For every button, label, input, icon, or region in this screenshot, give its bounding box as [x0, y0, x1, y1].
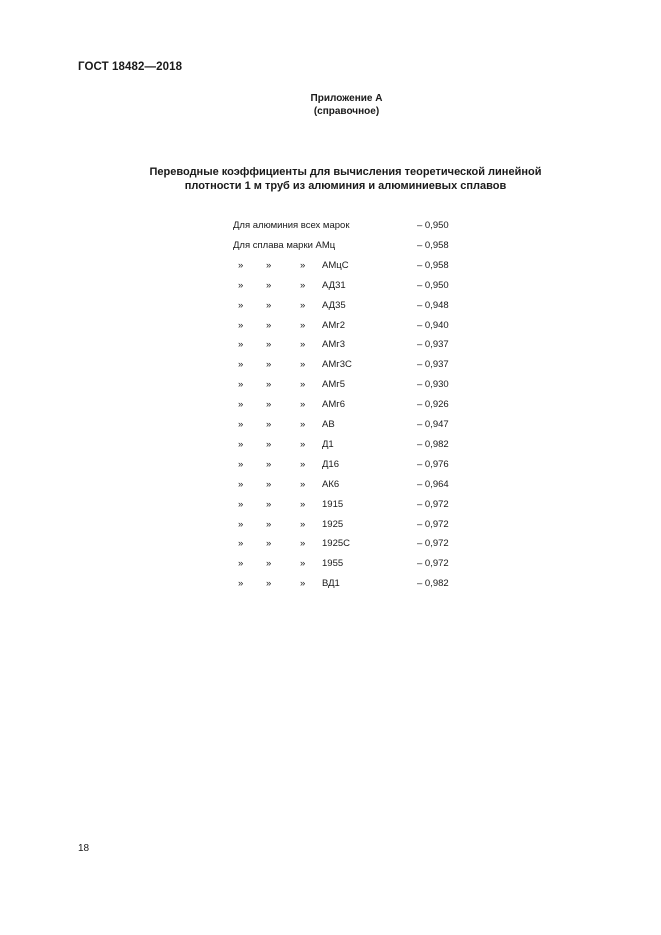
coefficient-value: – 0,948 — [417, 299, 449, 311]
alloy-grade: АМг3 — [322, 339, 345, 351]
coefficient-value: – 0,982 — [417, 578, 449, 590]
ditto-mark: » — [238, 379, 244, 391]
coefficient-value: – 0,972 — [417, 558, 449, 570]
ditto-mark: » — [238, 438, 244, 450]
table-row — [0, 260, 661, 276]
section-title — [120, 166, 571, 193]
ditto-mark: » — [266, 319, 272, 331]
ditto-mark: » — [266, 399, 272, 411]
page-number: 18 — [78, 843, 90, 854]
table-row — [0, 439, 661, 455]
ditto-mark: » — [266, 379, 272, 391]
table-row — [0, 320, 661, 336]
ditto-mark: » — [300, 538, 306, 550]
alloy-grade: АД31 — [322, 279, 346, 291]
ditto-mark: » — [238, 259, 244, 271]
table-row — [0, 220, 661, 236]
alloy-grade: АМцС — [322, 259, 349, 271]
ditto-mark: » — [266, 498, 272, 510]
ditto-mark: » — [238, 399, 244, 411]
coefficient-value: – 0,972 — [417, 518, 449, 530]
coefficient-value: – 0,926 — [417, 399, 449, 411]
alloy-grade: 1955 — [322, 558, 344, 570]
ditto-mark: » — [266, 259, 272, 271]
ditto-mark: » — [300, 478, 306, 490]
alloy-grade: 1925 — [322, 518, 344, 530]
coefficient-value: – 0,958 — [417, 239, 449, 251]
ditto-mark: » — [238, 558, 244, 570]
alloy-grade: Д16 — [322, 458, 340, 470]
ditto-mark: » — [300, 578, 306, 590]
ditto-mark: » — [300, 438, 306, 450]
ditto-mark: » — [238, 538, 244, 550]
coefficient-value: – 0,982 — [417, 438, 449, 450]
ditto-mark: » — [238, 458, 244, 470]
ditto-mark: » — [238, 498, 244, 510]
section-title-line-2: плотности 1 м труб из алюминия и алюминиевых сплавов — [184, 179, 507, 192]
coefficient-value: – 0,947 — [417, 419, 449, 430]
table-row — [0, 300, 661, 316]
coefficient-value: – 0,937 — [417, 339, 449, 351]
material-label: Для сплава марки АМц — [233, 239, 336, 251]
ditto-mark: » — [266, 419, 272, 430]
ditto-mark: » — [238, 279, 244, 291]
alloy-grade: АД35 — [322, 299, 346, 311]
alloy-grade: Д1 — [322, 438, 334, 450]
ditto-mark: » — [266, 438, 272, 450]
table-row — [0, 339, 661, 355]
ditto-mark: » — [266, 558, 272, 570]
coefficient-value: – 0,964 — [417, 478, 449, 490]
coefficient-value: – 0,950 — [417, 220, 449, 231]
ditto-mark: » — [238, 359, 244, 371]
ditto-mark: » — [266, 279, 272, 291]
appendix-heading — [0, 92, 661, 118]
table-row — [0, 479, 661, 495]
ditto-mark: » — [266, 538, 272, 550]
table-row — [0, 399, 661, 415]
ditto-mark: » — [300, 458, 306, 470]
table-row — [0, 419, 661, 435]
ditto-mark: » — [238, 419, 244, 430]
ditto-mark: » — [300, 279, 306, 291]
ditto-mark: » — [300, 359, 306, 371]
ditto-mark: » — [266, 458, 272, 470]
alloy-grade: АК6 — [322, 478, 340, 490]
ditto-mark: » — [300, 319, 306, 331]
ditto-mark: » — [300, 419, 306, 430]
ditto-mark: » — [238, 578, 244, 590]
table-row — [0, 240, 661, 256]
ditto-mark: » — [238, 319, 244, 331]
appendix-type: (справочное) — [313, 106, 380, 117]
ditto-mark: » — [266, 478, 272, 490]
ditto-mark: » — [238, 518, 244, 530]
alloy-grade: 1915 — [322, 498, 344, 510]
ditto-mark: » — [300, 518, 306, 530]
ditto-mark: » — [300, 259, 306, 271]
alloy-grade: 1925С — [322, 538, 350, 550]
ditto-mark: » — [300, 399, 306, 411]
coefficient-value: – 0,930 — [417, 379, 449, 391]
table-row — [0, 359, 661, 375]
table-row — [0, 280, 661, 296]
ditto-mark: » — [266, 339, 272, 351]
ditto-mark: » — [238, 339, 244, 351]
alloy-grade: ВД1 — [322, 578, 340, 590]
table-row — [0, 578, 661, 594]
ditto-mark: » — [238, 299, 244, 311]
ditto-mark: » — [266, 299, 272, 311]
table-row — [0, 519, 661, 535]
ditto-mark: » — [266, 359, 272, 371]
table-row — [0, 499, 661, 515]
ditto-mark: » — [300, 379, 306, 391]
ditto-mark: » — [300, 339, 306, 351]
coefficient-value: – 0,937 — [417, 359, 449, 371]
ditto-mark: » — [300, 498, 306, 510]
ditto-mark: » — [300, 299, 306, 311]
appendix-title: Приложение А — [310, 93, 383, 104]
coefficient-value: – 0,958 — [417, 259, 449, 271]
table-row — [0, 558, 661, 574]
table-row — [0, 538, 661, 554]
ditto-mark: » — [266, 578, 272, 590]
alloy-grade: АВ — [322, 419, 335, 430]
coefficient-value: – 0,972 — [417, 538, 449, 550]
section-title-line-1: Переводные коэффициенты для вычисления теоретической линейной — [149, 166, 542, 178]
alloy-grade: АМг6 — [322, 399, 345, 411]
ditto-mark: » — [266, 518, 272, 530]
coefficient-value: – 0,976 — [417, 458, 449, 470]
coefficient-value: – 0,950 — [417, 279, 449, 291]
table-row — [0, 379, 661, 395]
alloy-grade: АМг2 — [322, 319, 345, 331]
ditto-mark: » — [300, 558, 306, 570]
table-row — [0, 459, 661, 475]
document-code: ГОСТ 18482—2018 — [78, 61, 183, 73]
coefficient-value: – 0,972 — [417, 498, 449, 510]
coefficient-value: – 0,940 — [417, 319, 449, 331]
alloy-grade: АМг5 — [322, 379, 345, 391]
material-label: Для алюминия всех марок — [233, 220, 350, 231]
ditto-mark: » — [238, 478, 244, 490]
alloy-grade: АМг3С — [322, 359, 352, 371]
